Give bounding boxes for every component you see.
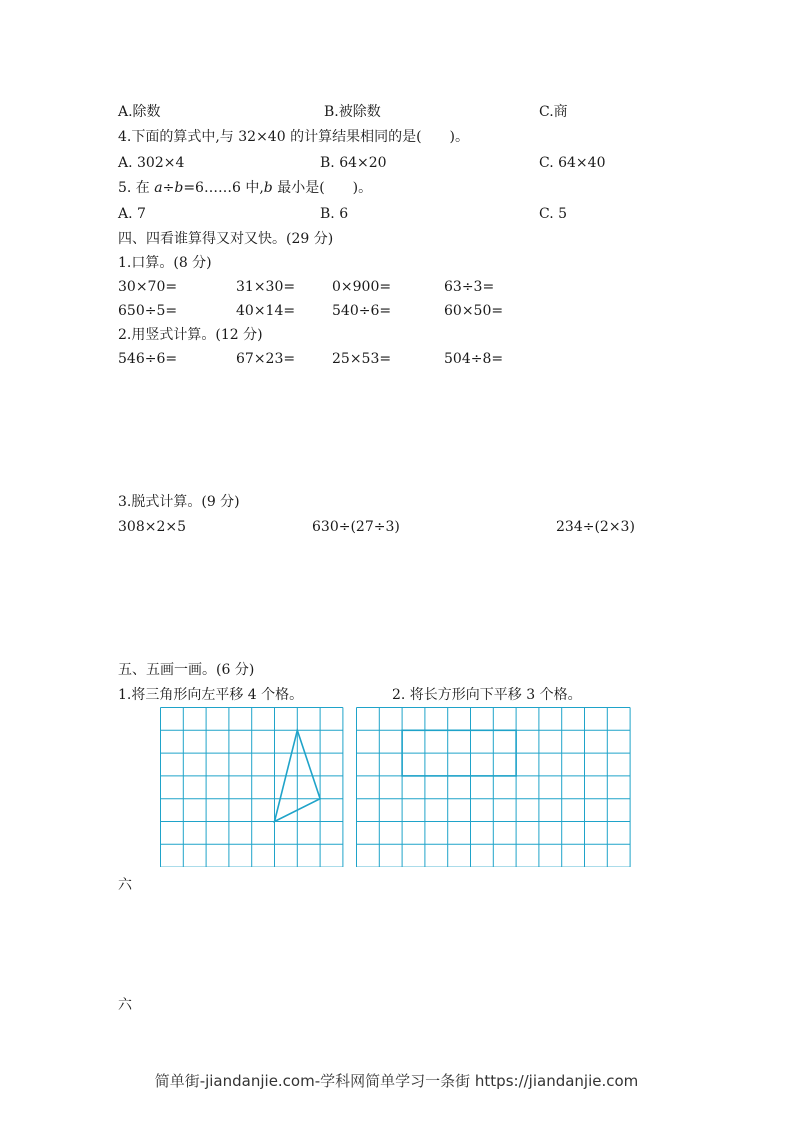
oral-r1-c4: 63÷3= xyxy=(444,279,495,295)
stepwise-c1: 308×2×5 xyxy=(118,519,186,535)
q5-option-b: B. 6 xyxy=(320,206,349,222)
vertical-title: 2.用竖式计算。(12 分) xyxy=(118,327,263,343)
q3-option-b: B.被除数 xyxy=(324,104,381,120)
section4-title: 四、四看谁算得又对又快。(29 分) xyxy=(118,231,334,247)
draw-q1: 1.将三角形向左平移 4 个格。 xyxy=(118,687,304,703)
oral-r2-c4: 60×50= xyxy=(444,303,504,319)
q3-option-a: A.除数 xyxy=(118,104,161,120)
oral-r2-c1: 650÷5= xyxy=(118,303,178,319)
oral-r2-c3: 540÷6= xyxy=(332,303,392,319)
vertical-c4: 504÷8= xyxy=(444,351,504,367)
vertical-c3: 25×53= xyxy=(332,351,392,367)
footer-watermark: 简单街-jiandanjie.com-学科网简单学习一条街 https://jiandanjie.com xyxy=(154,1072,639,1090)
stepwise-c3: 234÷(2×3) xyxy=(556,519,635,535)
vertical-c1: 546÷6= xyxy=(118,351,178,367)
oral-r1-c3: 0×900= xyxy=(332,279,392,295)
oral-title: 1.口算。(8 分) xyxy=(118,255,212,271)
oral-r1-c1: 30×70= xyxy=(118,279,178,295)
q4-option-c: C. 64×40 xyxy=(539,155,606,171)
section6-label-b: 六 xyxy=(118,997,132,1013)
q5-option-a: A. 7 xyxy=(118,206,146,222)
q4-option-a: A. 302×4 xyxy=(118,155,185,171)
stepwise-c2: 630÷(27÷3) xyxy=(312,519,400,535)
section6-label-a: 六 xyxy=(118,877,132,893)
oral-r1-c2: 31×30= xyxy=(236,279,296,295)
oral-r2-c2: 40×14= xyxy=(236,303,296,319)
q3-option-c: C.商 xyxy=(539,104,568,120)
stepwise-title: 3.脱式计算。(9 分) xyxy=(118,494,240,510)
draw-q2: 2. 将长方形向下平移 3 个格。 xyxy=(392,687,582,703)
q5-option-c: C. 5 xyxy=(539,206,568,222)
vertical-c2: 67×23= xyxy=(236,351,296,367)
triangle-grid xyxy=(160,707,344,867)
section5-title: 五、五画一画。(6 分) xyxy=(118,662,255,678)
q4-option-b: B. 64×20 xyxy=(320,155,387,171)
q4-stem: 4.下面的算式中,与 32×40 的计算结果相同的是( )。 xyxy=(118,129,469,145)
rectangle-grid xyxy=(356,707,632,867)
q5-stem: 5. 在 a÷b=6……6 中,b 最小是( )。 xyxy=(118,180,373,196)
